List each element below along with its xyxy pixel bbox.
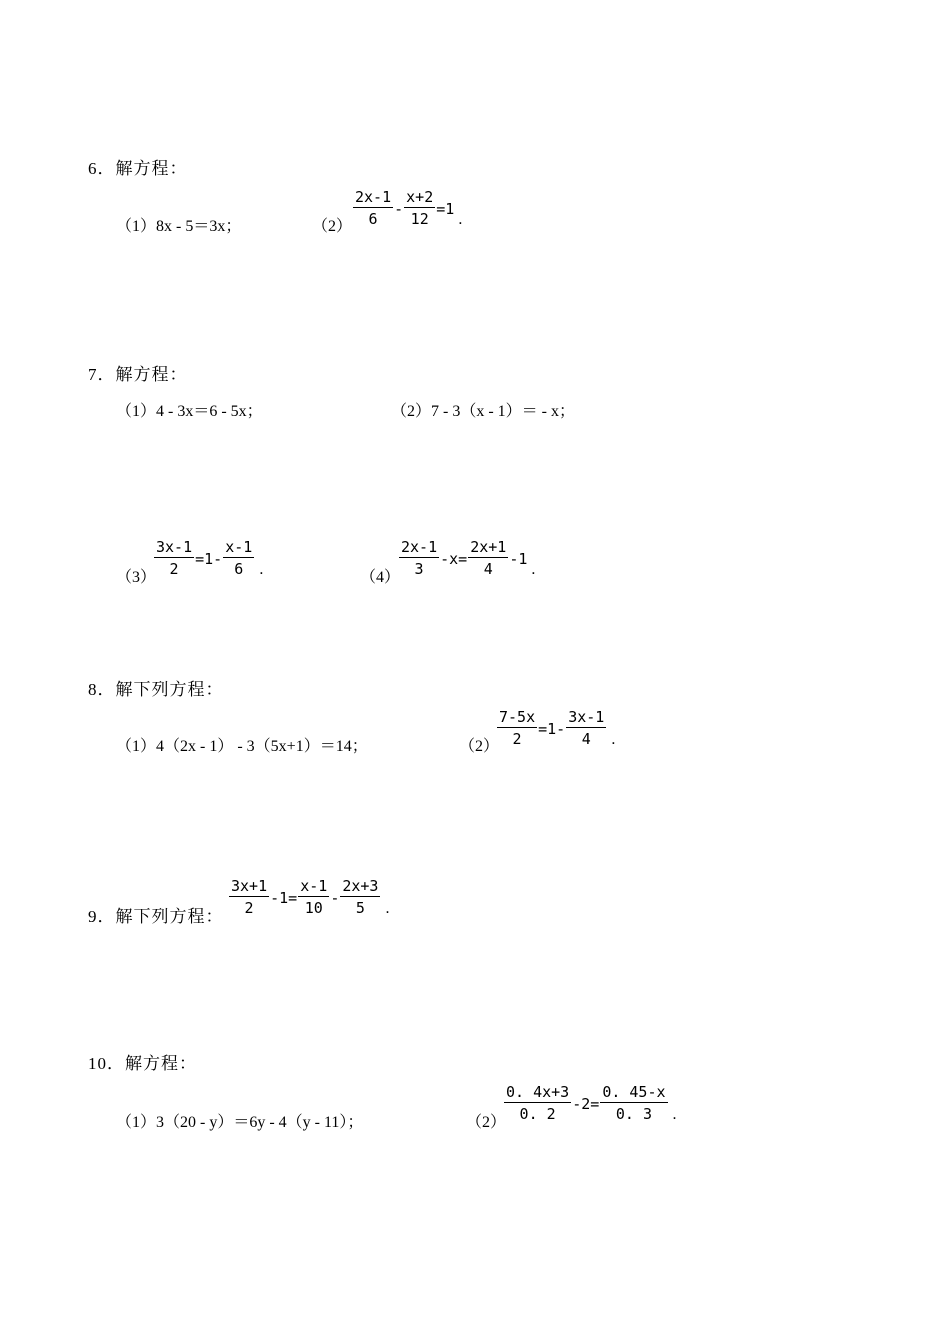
fraction: $\frac{3x-1}{2}$ bbox=[156, 538, 193, 578]
equation-text: 4 - 3x＝6 - 5x； bbox=[156, 403, 263, 420]
fraction: $\frac{x-1}{10}$ bbox=[300, 877, 328, 917]
problem-title: 解方程： bbox=[115, 365, 188, 384]
part-label: （2） bbox=[391, 403, 432, 420]
problem-title: 解方程： bbox=[115, 159, 188, 178]
part-label: （1） bbox=[116, 1114, 157, 1131]
problem-6-heading bbox=[88, 154, 188, 179]
problem-7-part-1 bbox=[116, 398, 263, 421]
problem-8-part-2-label: （2） bbox=[459, 738, 500, 755]
problem-7-heading bbox=[88, 360, 188, 385]
part-label: （1） bbox=[116, 738, 157, 755]
problem-7-part-4-label: （4） bbox=[360, 569, 401, 586]
fraction: $\frac{3x-1}{4}$ bbox=[568, 708, 605, 748]
problem-number: 8． bbox=[88, 680, 116, 699]
problem-7-part-4-equation: $\frac{2x-1}{3}$ -x= $\frac{2x+1}{4}$ -1 . bbox=[401, 538, 536, 578]
problem-number: 7． bbox=[88, 365, 116, 384]
fraction: $\frac{2x+3}{5}$ bbox=[342, 877, 379, 917]
problem-number: 9． bbox=[88, 907, 116, 926]
problem-7-part-3-equation: $\frac{3x-1}{2}$ =1- $\frac{x-1}{6}$ . bbox=[156, 538, 264, 578]
problem-title: 解下列方程： bbox=[115, 680, 224, 699]
fraction: $\frac{0. 4x+3}{0. 2}$ bbox=[506, 1083, 570, 1123]
problem-7-part-3-label: （3） bbox=[116, 569, 157, 586]
problem-6-part-1 bbox=[116, 213, 241, 236]
problem-8-part-2-equation: $\frac{7-5x}{2}$ =1- $\frac{3x-1}{4}$ . bbox=[499, 708, 616, 748]
part-label: （1） bbox=[116, 403, 157, 420]
fraction: $\frac{2x+1}{4}$ bbox=[470, 538, 507, 578]
fraction: $\frac{0. 45-x}{0. 3}$ bbox=[602, 1083, 666, 1123]
fraction: $\frac{x-1}{6}$ bbox=[225, 538, 253, 578]
problem-title: 解方程： bbox=[125, 1054, 197, 1073]
equation-text: 7 - 3（x - 1）＝ - x； bbox=[431, 403, 576, 420]
problem-8-heading bbox=[88, 675, 224, 700]
problem-10-heading bbox=[88, 1049, 197, 1074]
problem-10-part-2-equation: $\frac{0. 4x+3}{0. 2}$ -2= $\frac{0. 45-x}{0. 3}$ . bbox=[506, 1083, 677, 1123]
problem-9-equation: $\frac{3x+1}{2}$ -1= $\frac{x-1}{10}$ - $\frac{2x+3}{5}$ . bbox=[231, 877, 390, 917]
fraction: $\frac{3x+1}{2}$ bbox=[231, 877, 268, 917]
problem-9-heading bbox=[88, 902, 224, 927]
fraction: $\frac{x+2}{12}$ bbox=[406, 188, 434, 228]
part-label: （1） bbox=[116, 218, 157, 235]
problem-7-part-2 bbox=[391, 398, 575, 421]
fraction: $\frac{2x-1}{6}$ bbox=[355, 188, 392, 228]
problem-number: 6． bbox=[88, 159, 116, 178]
problem-6-part-2-label: （2） bbox=[312, 218, 353, 235]
problem-title: 解下列方程： bbox=[115, 907, 224, 926]
equation-text: 8x - 5＝3x； bbox=[156, 218, 242, 235]
equation-text: 3（20 - y）＝6y - 4（y - 11）； bbox=[156, 1114, 364, 1131]
problem-10-part-2-label: （2） bbox=[466, 1114, 507, 1131]
problem-number: 10． bbox=[88, 1054, 125, 1073]
problem-6-part-2-equation: $\frac{2x-1}{6}$ - $\frac{x+2}{12}$ =1 . bbox=[355, 188, 463, 228]
problem-8-part-1 bbox=[116, 733, 368, 756]
problem-10-part-1 bbox=[116, 1109, 363, 1132]
equation-text: 4（2x - 1） - 3（5x+1）＝14； bbox=[156, 738, 368, 755]
fraction: $\frac{7-5x}{2}$ bbox=[499, 708, 536, 748]
fraction: $\frac{2x-1}{3}$ bbox=[401, 538, 438, 578]
